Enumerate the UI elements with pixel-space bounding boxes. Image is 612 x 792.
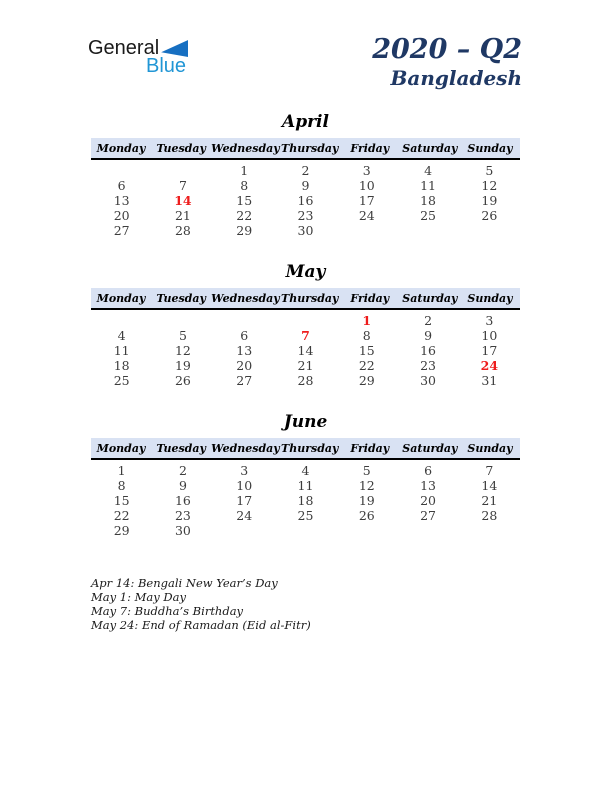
day-header-monday: Monday — [96, 441, 146, 455]
page-subtitle: Bangladesh — [390, 66, 522, 90]
page-title-block — [372, 34, 522, 90]
date-cell-april-15: 15 — [236, 193, 253, 208]
date-cell-june-18: 18 — [297, 493, 314, 508]
date-cell-may-5: 5 — [178, 328, 187, 343]
date-cell-june-29: 29 — [113, 523, 130, 538]
date-cell-may-8: 8 — [362, 328, 371, 343]
date-cell-june-24: 24 — [236, 508, 253, 523]
date-cell-june-7: 7 — [485, 463, 494, 478]
date-cell-may-2: 2 — [424, 313, 433, 328]
date-cell-april-12: 12 — [481, 178, 498, 193]
holiday-note: May 7: Buddha’s Birthday — [91, 604, 244, 618]
day-header-saturday: Saturday — [402, 291, 458, 305]
date-cell-april-11: 11 — [420, 178, 437, 193]
date-cell-june-25: 25 — [297, 508, 314, 523]
day-header-monday: Monday — [96, 291, 146, 305]
date-cell-may-18: 18 — [113, 358, 130, 373]
day-header-wednesday: Wednesday — [211, 141, 280, 155]
date-cell-june-20: 20 — [420, 493, 437, 508]
page-title: 2020 – Q2 — [372, 34, 522, 65]
month-title-april: April — [282, 112, 329, 132]
empty-date-cell — [91, 313, 152, 328]
day-header-row — [91, 438, 520, 460]
date-cell-may-25: 25 — [113, 373, 130, 388]
day-header-tuesday: Tuesday — [156, 141, 206, 155]
week-row — [91, 358, 520, 373]
date-cell-june-21: 21 — [481, 493, 498, 508]
date-cell-april-28: 28 — [174, 223, 191, 238]
day-header-friday: Friday — [350, 441, 390, 455]
date-cell-april-27: 27 — [113, 223, 130, 238]
date-cell-may-14: 14 — [297, 343, 314, 358]
date-cell-june-6: 6 — [424, 463, 433, 478]
date-cell-june-3: 3 — [240, 463, 249, 478]
date-cell-may-9: 9 — [424, 328, 433, 343]
day-header-sunday: Sunday — [467, 141, 513, 155]
date-cell-june-14: 14 — [481, 478, 498, 493]
date-cell-june-8: 8 — [117, 478, 126, 493]
date-cell-april-21: 21 — [174, 208, 191, 223]
date-cell-may-29: 29 — [358, 373, 375, 388]
date-cell-april-20: 20 — [113, 208, 130, 223]
date-cell-may-21: 21 — [297, 358, 314, 373]
date-cell-may-16: 16 — [420, 343, 437, 358]
empty-date-cell — [459, 523, 520, 538]
empty-date-cell — [152, 163, 213, 178]
date-cell-april-9: 9 — [301, 178, 310, 193]
date-cell-june-13: 13 — [420, 478, 437, 493]
date-cell-april-17: 17 — [358, 193, 375, 208]
date-cell-april-19: 19 — [481, 193, 498, 208]
week-row — [91, 343, 520, 358]
date-cell-april-26: 26 — [481, 208, 498, 223]
week-row — [91, 163, 520, 178]
date-cell-june-1: 1 — [117, 463, 126, 478]
date-cell-april-6: 6 — [117, 178, 126, 193]
date-cell-june-28: 28 — [481, 508, 498, 523]
month-section-june — [91, 410, 520, 538]
empty-date-cell — [397, 223, 458, 238]
day-header-sunday: Sunday — [467, 291, 513, 305]
empty-date-cell — [336, 523, 397, 538]
date-cell-may-3: 3 — [485, 313, 494, 328]
week-row — [91, 493, 520, 508]
date-cell-may-31: 31 — [481, 373, 498, 388]
date-cell-june-26: 26 — [358, 508, 375, 523]
empty-date-cell — [275, 523, 336, 538]
date-cell-april-4: 4 — [424, 163, 433, 178]
day-header-saturday: Saturday — [402, 441, 458, 455]
date-cell-june-5: 5 — [362, 463, 371, 478]
date-cell-june-19: 19 — [358, 493, 375, 508]
date-cell-may-30: 30 — [420, 373, 437, 388]
date-cell-april-25: 25 — [420, 208, 437, 223]
empty-date-cell — [336, 223, 397, 238]
holiday-notes-list — [91, 576, 311, 632]
date-cell-june-30: 30 — [174, 523, 191, 538]
date-cell-april-22: 22 — [236, 208, 253, 223]
date-cell-april-5: 5 — [485, 163, 494, 178]
date-cell-may-1: 1 — [362, 313, 372, 328]
empty-date-cell — [214, 523, 275, 538]
day-header-friday: Friday — [350, 291, 390, 305]
date-cell-may-28: 28 — [297, 373, 314, 388]
month-title-june: June — [283, 412, 328, 432]
day-header-row — [91, 138, 520, 160]
month-grid-june — [91, 460, 520, 538]
general-blue-logo — [88, 38, 218, 76]
date-cell-may-11: 11 — [113, 343, 130, 358]
week-row — [91, 313, 520, 328]
date-cell-may-4: 4 — [117, 328, 126, 343]
date-cell-may-24: 24 — [480, 358, 499, 373]
date-cell-april-14: 14 — [174, 193, 192, 208]
month-grid-may — [91, 310, 520, 388]
week-row — [91, 193, 520, 208]
date-cell-april-18: 18 — [420, 193, 437, 208]
date-cell-may-22: 22 — [358, 358, 375, 373]
date-cell-june-15: 15 — [113, 493, 130, 508]
date-cell-april-13: 13 — [113, 193, 130, 208]
date-cell-april-7: 7 — [178, 178, 187, 193]
date-cell-may-19: 19 — [174, 358, 191, 373]
empty-date-cell — [214, 313, 275, 328]
empty-date-cell — [152, 313, 213, 328]
date-cell-april-8: 8 — [240, 178, 249, 193]
day-header-row — [91, 288, 520, 310]
date-cell-april-3: 3 — [362, 163, 371, 178]
date-cell-may-10: 10 — [481, 328, 498, 343]
date-cell-april-2: 2 — [301, 163, 310, 178]
week-row — [91, 373, 520, 388]
holiday-note: May 1: May Day — [91, 590, 186, 604]
date-cell-june-17: 17 — [236, 493, 253, 508]
day-header-wednesday: Wednesday — [211, 441, 280, 455]
month-grid-april — [91, 160, 520, 238]
day-header-sunday: Sunday — [467, 441, 513, 455]
logo-text-general: General — [88, 37, 160, 59]
date-cell-may-12: 12 — [174, 343, 191, 358]
date-cell-april-30: 30 — [297, 223, 314, 238]
date-cell-june-27: 27 — [420, 508, 437, 523]
date-cell-april-24: 24 — [358, 208, 375, 223]
date-cell-june-2: 2 — [178, 463, 187, 478]
week-row — [91, 478, 520, 493]
day-header-tuesday: Tuesday — [156, 441, 206, 455]
date-cell-may-13: 13 — [236, 343, 253, 358]
day-header-saturday: Saturday — [402, 141, 458, 155]
logo-text-blue: Blue — [146, 55, 187, 77]
date-cell-april-10: 10 — [358, 178, 375, 193]
date-cell-june-23: 23 — [174, 508, 191, 523]
holiday-note: Apr 14: Bengali New Year’s Day — [91, 576, 278, 590]
date-cell-april-16: 16 — [297, 193, 314, 208]
date-cell-april-23: 23 — [297, 208, 314, 223]
date-cell-june-16: 16 — [174, 493, 191, 508]
date-cell-may-26: 26 — [174, 373, 191, 388]
day-header-friday: Friday — [350, 141, 390, 155]
month-section-april — [91, 110, 520, 238]
date-cell-may-23: 23 — [420, 358, 437, 373]
date-cell-june-22: 22 — [113, 508, 130, 523]
date-cell-june-9: 9 — [178, 478, 187, 493]
week-row — [91, 178, 520, 193]
week-row — [91, 328, 520, 343]
date-cell-may-6: 6 — [240, 328, 249, 343]
week-row — [91, 523, 520, 538]
date-cell-may-20: 20 — [236, 358, 253, 373]
date-cell-april-1: 1 — [240, 163, 249, 178]
date-cell-may-15: 15 — [358, 343, 375, 358]
date-cell-june-12: 12 — [358, 478, 375, 493]
date-cell-april-29: 29 — [236, 223, 253, 238]
day-header-thursday: Thursday — [281, 291, 339, 305]
date-cell-june-4: 4 — [301, 463, 310, 478]
day-header-tuesday: Tuesday — [156, 291, 206, 305]
holiday-note: May 24: End of Ramadan (Eid al-Fitr) — [91, 618, 311, 632]
date-cell-june-10: 10 — [236, 478, 253, 493]
empty-date-cell — [397, 523, 458, 538]
day-header-wednesday: Wednesday — [211, 291, 280, 305]
empty-date-cell — [459, 223, 520, 238]
week-row — [91, 208, 520, 223]
month-title-may: May — [285, 262, 326, 282]
day-header-thursday: Thursday — [281, 441, 339, 455]
empty-date-cell — [91, 163, 152, 178]
date-cell-may-17: 17 — [481, 343, 498, 358]
week-row — [91, 463, 520, 478]
week-row — [91, 223, 520, 238]
day-header-monday: Monday — [96, 141, 146, 155]
week-row — [91, 508, 520, 523]
empty-date-cell — [275, 313, 336, 328]
date-cell-june-11: 11 — [297, 478, 314, 493]
date-cell-may-7: 7 — [301, 328, 310, 343]
date-cell-may-27: 27 — [236, 373, 253, 388]
day-header-thursday: Thursday — [281, 141, 339, 155]
month-section-may — [91, 260, 520, 388]
